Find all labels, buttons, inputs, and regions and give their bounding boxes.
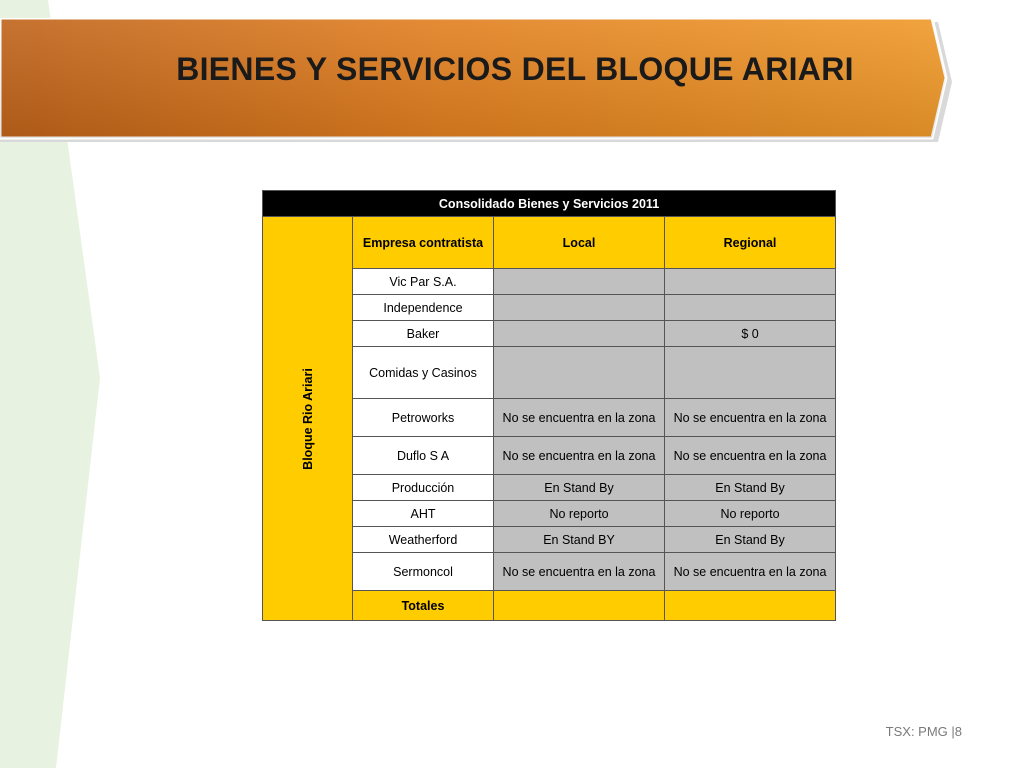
company-cell: Baker: [353, 321, 494, 347]
local-cell: En Stand BY: [494, 527, 665, 553]
local-cell: No se encuentra en la zona: [494, 437, 665, 475]
side-label-cell: [263, 217, 353, 621]
totals-regional-cell: [665, 591, 836, 621]
table-header-row: [263, 217, 836, 269]
local-cell: No se encuentra en la zona: [494, 399, 665, 437]
company-cell: Petroworks: [353, 399, 494, 437]
local-cell: [494, 269, 665, 295]
regional-cell: $ 0: [665, 321, 836, 347]
company-cell: Duflo S A: [353, 437, 494, 475]
consolidado-table: [262, 190, 836, 621]
regional-cell: En Stand By: [665, 475, 836, 501]
table-caption: Consolidado Bienes y Servicios 2011: [263, 191, 836, 217]
regional-cell: [665, 347, 836, 399]
company-cell: Comidas y Casinos: [353, 347, 494, 399]
company-cell: Weatherford: [353, 527, 494, 553]
table-caption-row: [263, 191, 836, 217]
regional-cell: No se encuentra en la zona: [665, 399, 836, 437]
regional-cell: [665, 295, 836, 321]
local-cell: [494, 321, 665, 347]
company-cell: Producción: [353, 475, 494, 501]
regional-cell: En Stand By: [665, 527, 836, 553]
regional-cell: No se encuentra en la zona: [665, 437, 836, 475]
company-cell: Independence: [353, 295, 494, 321]
local-cell: [494, 295, 665, 321]
totals-label: Totales: [353, 591, 494, 621]
regional-cell: No reporto: [665, 501, 836, 527]
local-cell: No reporto: [494, 501, 665, 527]
totals-local-cell: [494, 591, 665, 621]
local-cell: [494, 347, 665, 399]
company-cell: Vic Par S.A.: [353, 269, 494, 295]
regional-cell: [665, 269, 836, 295]
local-cell: En Stand By: [494, 475, 665, 501]
local-cell: No se encuentra en la zona: [494, 553, 665, 591]
header-company: Empresa contratista: [353, 217, 494, 269]
header-local: Local: [494, 217, 665, 269]
side-label: Bloque Rio Ariari: [300, 367, 315, 470]
regional-cell: No se encuentra en la zona: [665, 553, 836, 591]
company-cell: Sermoncol: [353, 553, 494, 591]
company-cell: AHT: [353, 501, 494, 527]
slide-footer: TSX: PMG |8: [885, 724, 962, 739]
slide-title: BIENES Y SERVICIOS DEL BLOQUE ARIARI: [176, 51, 854, 87]
header-regional: Regional: [665, 217, 836, 269]
